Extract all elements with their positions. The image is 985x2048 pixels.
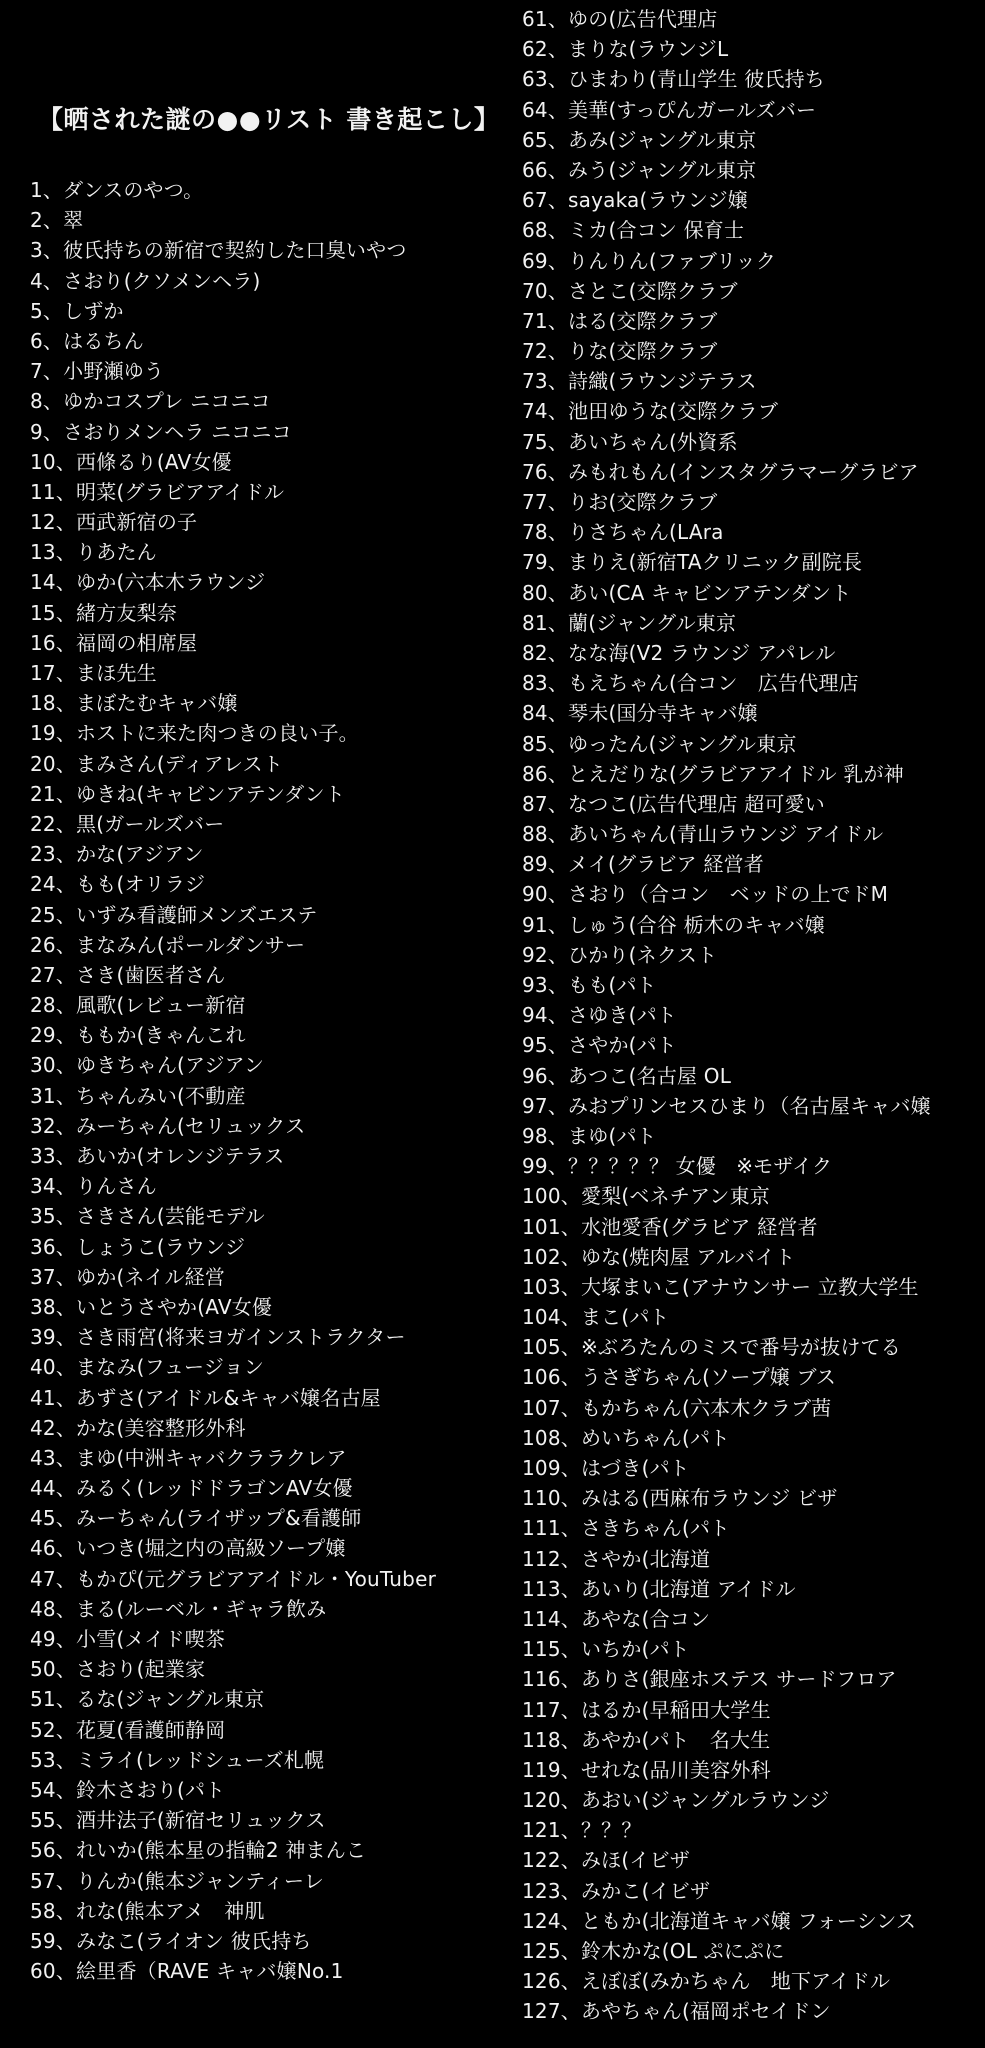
list-item: 121、？？？ (522, 1818, 642, 1843)
list-item: 117、はるか(早稲田大学生 (522, 1697, 771, 1722)
page-title: 【晒された謎の●●リスト 書き起こし】 (38, 105, 500, 134)
list-item: 123、みかこ(イビザ (522, 1878, 711, 1903)
list-item: 66、みう(ジャングル東京 (522, 157, 757, 182)
list-item: 46、いつき(堀之内の高級ソープ嬢 (30, 1536, 346, 1561)
list-item: 35、さきさん(芸能モデル (30, 1204, 265, 1229)
list-item: 88、あいちゃん(青山ラウンジ アイドル (522, 822, 884, 847)
list-item: 52、花夏(看護師静岡 (30, 1717, 226, 1742)
list-item: 71、はる(交際クラブ (522, 308, 718, 333)
list-item: 53、ミライ(レッドシューズ札幌 (30, 1747, 325, 1772)
list-item: 48、まる(ルーベル・ギャラ飲み (30, 1596, 327, 1621)
list-item: 11、明菜(グラビアアイドル (30, 479, 285, 504)
list-item: 10、西條るり(AV女優 (30, 449, 232, 474)
list-item: 127、あやちゃん(福岡ポセイドン (522, 1999, 831, 2024)
list-item: 23、かな(アジアン (30, 842, 204, 867)
list-item: 47、もかぴ(元グラビアアイドル・YouTuber (30, 1566, 437, 1591)
list-item: 13、りあたん (30, 540, 157, 565)
list-item: 12、西武新宿の子 (30, 510, 198, 535)
list-item: 73、詩織(ラウンジテラス (522, 369, 757, 394)
list-item: 27、さき(歯医者さん (30, 962, 226, 987)
list-item: 126、えぼぼ(みかちゃん 地下アイドル (522, 1969, 891, 1994)
list-item: 108、めいちゃん(パト (522, 1425, 730, 1450)
list-item: 42、かな(美容整形外科 (30, 1415, 246, 1440)
list-item: 81、蘭(ジャングル東京 (522, 610, 737, 635)
list-item: 62、まりな(ラウンジL (522, 37, 729, 62)
list-item: 16、福岡の相席屋 (30, 630, 198, 655)
list-item: 79、まりえ(新宿TAクリニック副院長 (522, 550, 863, 575)
list-item: 96、あつこ(名古屋 OL (522, 1063, 732, 1088)
list-item: 49、小雪(メイド喫茶 (30, 1627, 226, 1651)
list-item: 125、鈴木かな(OL ぷにぷに (522, 1939, 785, 1963)
list-item: 98、まゆ(パト (522, 1123, 657, 1148)
list-item: 65、あみ(ジャングル東京 (522, 127, 757, 152)
list-item: 24、もも(オリラジ (30, 872, 206, 897)
list-item: 29、ももか(きゃんこれ (30, 1023, 246, 1048)
list-item: 2、翠 (30, 208, 84, 233)
list-item: 43、まゆ(中洲キャバクララクレア (30, 1445, 347, 1470)
list-item: 124、ともか(北海道キャバ嬢 フォーシンス (522, 1908, 917, 1933)
list-item: 75、あいちゃん(外資系 (522, 429, 738, 454)
list-item: 31、ちゃんみい(不動産 (30, 1083, 246, 1108)
list-item: 39、さき雨宮(将来ヨガインストラクター (30, 1325, 406, 1350)
list-item: 59、みなこ(ライオン 彼氏持ち (30, 1928, 312, 1953)
list-item: 63、ひまわり(青山学生 彼氏持ち (522, 67, 826, 92)
list-item: 36、しょうこ(ラウンジ (30, 1234, 246, 1259)
list-item: 74、池田ゆうな(交際クラブ (522, 399, 779, 424)
list-item: 61、ゆの(広告代理店 (522, 7, 718, 31)
list-item: 56、れいか(熊本星の指輪2 神まんこ (30, 1838, 367, 1863)
list-item: 87、なつこ(広告代理店 超可愛い (522, 791, 826, 816)
list-item: 106、うさぎちゃん(ソープ嬢 ブス (522, 1365, 837, 1390)
list-item: 41、あずさ(アイドル&キャバ嬢名古屋 (30, 1385, 381, 1410)
list-item: 91、しゅう(合谷 栃木のキャバ嬢 (522, 912, 826, 937)
list-item: 102、ゆな(焼肉屋 アルバイト (522, 1244, 796, 1269)
list-item: 1、ダンスのやつ。 (30, 178, 204, 202)
list-item: 55、酒井法子(新宿セリュックス (30, 1808, 326, 1833)
list-item: 38、いとうさやか(AV女優 (30, 1294, 273, 1319)
list-item: 44、みるく(レッドドラゴンAV女優 (30, 1476, 353, 1501)
list-item: 51、るな(ジャングル東京 (30, 1687, 265, 1712)
list-item: 26、まなみん(ポールダンサー (30, 932, 306, 957)
list-item: 95、さやか(パト (522, 1033, 677, 1058)
list-item: 120、あおい(ジャングルラウンジ (522, 1788, 830, 1813)
list-item: 68、ミカ(合コン 保育士 (522, 218, 745, 243)
list-item: 103、大塚まいこ(アナウンサー 立教大学生 (522, 1274, 919, 1299)
list-item: 57、りんか(熊本ジャンティーレ (30, 1868, 325, 1893)
list-item: 54、鈴木さおり(パト (30, 1777, 226, 1802)
list-item: 84、琴未(国分寺キャバ嬢 (522, 701, 758, 726)
list-item: 114、あやな(合コン (522, 1606, 711, 1631)
list-item: 104、まこ(パト (522, 1305, 670, 1330)
list-item: 21、ゆきね(キャビンアテンダント (30, 781, 346, 806)
list-item: 93、もも(パト (522, 973, 657, 997)
list-item: 112、さやか(北海道 (522, 1546, 711, 1571)
list-item: 19、ホストに来た肉つきの良い子。 (30, 721, 359, 746)
list-item: 20、まみさん(ディアレスト (30, 751, 284, 776)
list-item: 115、いちか(パト (522, 1637, 690, 1662)
list-item: 77、りお(交際クラブ (522, 490, 718, 514)
list-item: 101、水池愛香(グラビア 経営者 (522, 1214, 818, 1239)
list-item: 40、まなみ(フュージョン (30, 1355, 265, 1380)
list-item: 17、まほ先生 (30, 661, 157, 685)
list-item: 105、※ぶろたんのミスで番号が抜けてる (522, 1335, 901, 1360)
list-item: 33、あいか(オレンジテラス (30, 1144, 285, 1168)
list-item: 50、さおり(起業家 (30, 1657, 206, 1682)
list-item: 80、あい(CA キャビンアテンダント (522, 580, 852, 605)
list-item: 58、れな(熊本アメ 神肌 (30, 1898, 265, 1923)
list-item: 25、いずみ看護師メンズエステ (30, 902, 318, 927)
list-item: 100、愛梨(ベネチアン東京 (522, 1184, 770, 1209)
list-item: 107、もかちゃん(六本木クラブ茜 (522, 1395, 832, 1420)
list-item: 118、あやか(パト 名大生 (522, 1727, 771, 1752)
list-item: 69、りんりん(ファブリック (522, 248, 777, 273)
list-item: 60、絵里香（RAVE キャバ嬢No.1 (30, 1959, 344, 1984)
list-item: 34、りんさん (30, 1174, 157, 1199)
list-item: 119、せれな(品川美容外科 (522, 1757, 771, 1782)
list-item: 28、風歌(レビュー新宿 (30, 993, 246, 1018)
list-item: 86、とえだりな(グラビアアイドル 乳が神 (522, 761, 905, 786)
list-item: 45、みーちゃん(ライザップ&看護師 (30, 1506, 362, 1531)
list-item: 14、ゆか(六本木ラウンジ (30, 570, 266, 595)
list-item: 5、しずか (30, 298, 124, 323)
list-item: 70、さとこ(交際クラブ (522, 278, 738, 303)
list-item: 15、緒方友梨奈 (30, 600, 178, 625)
list-item: 9、さおりメンヘラ ニコニコ (30, 419, 292, 444)
list-item: 32、みーちゃん(セリュックス (30, 1113, 306, 1138)
list-item: 94、さゆき(パト (522, 1003, 677, 1028)
list-item: 72、りな(交際クラブ (522, 339, 718, 364)
list-item: 92、ひかり(ネクスト (522, 942, 718, 967)
list-item: 7、小野瀬ゆう (30, 359, 165, 384)
list-item: 76、みもれもん(インスタグラマーグラビア (522, 459, 919, 484)
list-item: 99、？？？？？ 女優 ※モザイク (522, 1154, 833, 1179)
list-item: 8、ゆかコスプレ ニコニコ (30, 389, 271, 414)
list-item: 89、メイ(グラビア 経営者 (522, 852, 765, 877)
list-item: 85、ゆったん(ジャングル東京 (522, 731, 797, 756)
list-item: 67、sayaka(ラウンジ嬢 (522, 188, 749, 213)
list-item: 109、はづき(パト (522, 1456, 690, 1480)
list-item: 110、みはる(西麻布ラウンジ ビザ (522, 1486, 838, 1511)
list-item: 30、ゆきちゃん(アジアン (30, 1053, 265, 1078)
list-item: 82、なな海(V2 ラウンジ アパレル (522, 640, 836, 665)
list-item: 122、みほ(イビザ (522, 1848, 690, 1873)
list-item: 18、まぼたむキャバ嬢 (30, 691, 238, 716)
list-left-column (30, 175, 436, 1986)
list-item: 3、彼氏持ちの新宿で契約した口臭いやつ (30, 238, 407, 263)
list-item: 37、ゆか(ネイル経営 (30, 1264, 226, 1289)
list-item: 90、さおり（合コン ベッドの上でドM (522, 882, 889, 907)
list-item: 22、黒(ガールズバー (30, 811, 225, 836)
list-item: 111、さきちゃん(パト (522, 1516, 730, 1541)
list-item: 4、さおり(クソメンヘラ) (30, 268, 261, 293)
list-item: 116、ありさ(銀座ホステス サードフロア (522, 1667, 897, 1692)
list-item: 113、あいり(北海道 アイドル (522, 1576, 796, 1601)
list-item: 83、もえちゃん(合コン 広告代理店 (522, 671, 859, 696)
list-right-column (522, 4, 931, 2027)
list-item: 64、美華(すっぴんガールズバー (522, 97, 817, 122)
list-item: 97、みおプリンセスひまり（名古屋キャバ嬢 (522, 1093, 931, 1118)
list-item: 6、はるちん (30, 328, 144, 353)
list-item: 78、りさちゃん(LAra (522, 520, 724, 545)
